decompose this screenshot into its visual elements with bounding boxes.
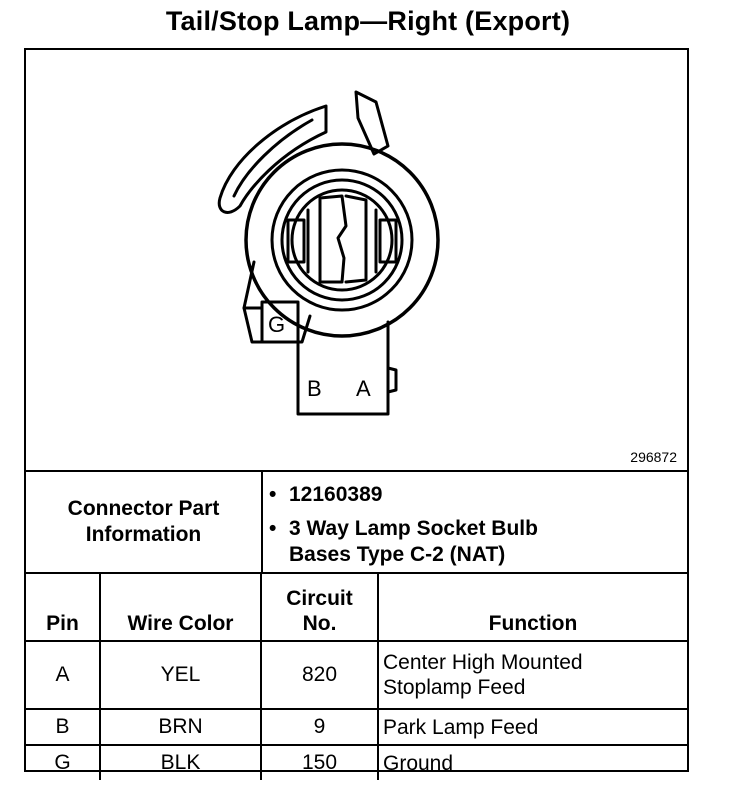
header-wire-color: Wire Color [100, 574, 261, 641]
cell-circuit: 820 [261, 641, 378, 709]
connector-part-label-line1: Connector Part [67, 497, 220, 520]
connector-part-info [26, 472, 687, 574]
cell-wire-color: BLK [100, 745, 261, 780]
connector-figure [26, 50, 687, 472]
cell-pin: G [26, 745, 100, 780]
cell-wire-color: BRN [100, 709, 261, 745]
pin-table-header [26, 574, 687, 641]
cell-pin: A [26, 641, 100, 709]
cell-function: Park Lamp Feed [378, 709, 687, 745]
part-description-item [263, 516, 683, 568]
cell-function-line1: Center High Mounted [383, 651, 583, 674]
table-row [26, 745, 687, 780]
cell-circuit: 9 [261, 709, 378, 745]
cell-function [378, 641, 687, 709]
header-function: Function [378, 574, 687, 641]
header-circuit-line2: No. [302, 612, 337, 635]
connector-part-list [263, 482, 683, 576]
cell-function-line2: Stoplamp Feed [383, 676, 526, 699]
header-circuit [261, 574, 378, 641]
pin-table [26, 574, 687, 780]
connector-chart [24, 48, 689, 775]
table-row [26, 641, 687, 709]
cell-circuit: 150 [261, 745, 378, 780]
part-number-item [263, 482, 683, 508]
socket-outer-ring [246, 144, 438, 336]
cell-pin: B [26, 709, 100, 745]
header-pin: Pin [26, 574, 100, 641]
terminal-a-label: A [356, 376, 371, 401]
cell-wire-color: YEL [100, 641, 261, 709]
part-number: 12160389 [289, 483, 383, 506]
page-title: Tail/Stop Lamp—Right (Export) [165, 6, 571, 36]
part-description-line2: Bases Type C-2 (NAT) [289, 543, 506, 566]
connector-part-label [26, 472, 263, 572]
lamp-socket-illustration [26, 50, 687, 470]
table-row [26, 709, 687, 745]
cell-function: Ground [383, 751, 454, 775]
figure-id: 296872 [630, 449, 677, 465]
part-description-line1: • 3 Way Lamp Socket Bulb [289, 517, 538, 540]
terminal-b-label: B [307, 376, 322, 401]
terminal-g-label: G [268, 312, 286, 337]
header-circuit-line1: Circuit [286, 587, 353, 610]
connector-part-label-line2: Information [85, 523, 202, 546]
